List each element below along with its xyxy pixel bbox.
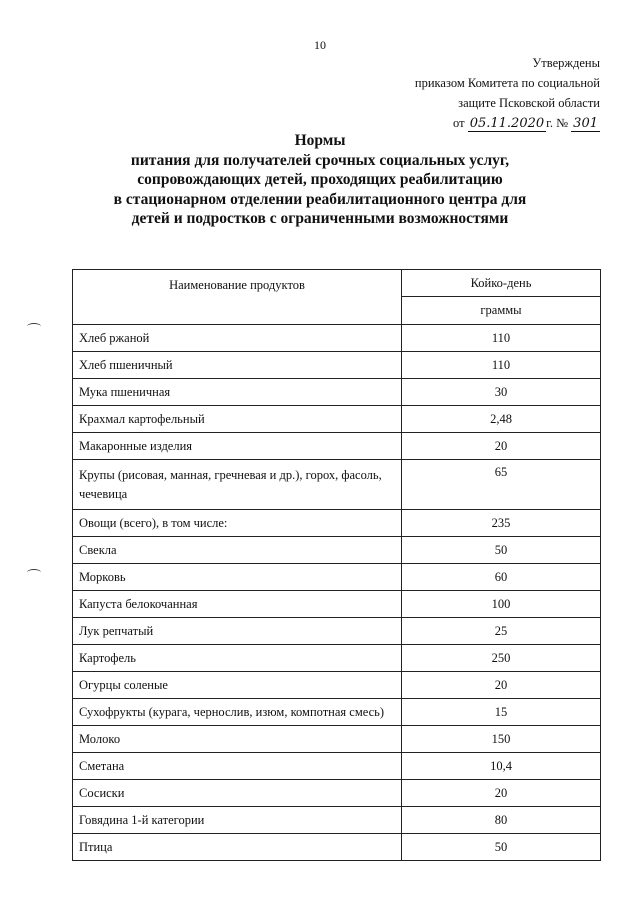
- product-grams-cell: 20: [402, 672, 601, 699]
- title-line-1: Нормы: [294, 132, 346, 149]
- approval-year-number-label: г. №: [546, 116, 569, 130]
- table-row: [73, 726, 601, 753]
- product-name-cell: Хлеб пшеничный: [73, 352, 402, 379]
- table-row: [73, 591, 601, 618]
- approval-line-approved: Утверждены: [532, 56, 600, 70]
- table-row: [73, 460, 601, 510]
- table-row: [73, 537, 601, 564]
- table-body: [73, 270, 601, 861]
- product-grams-cell: 65: [402, 460, 601, 510]
- product-grams-cell: 235: [402, 510, 601, 537]
- product-name-cell: Свекла: [73, 537, 402, 564]
- product-grams-cell: 150: [402, 726, 601, 753]
- product-name-cell: Макаронные изделия: [73, 433, 402, 460]
- margin-punch-mark: [27, 569, 41, 576]
- product-name-cell: Морковь: [73, 564, 402, 591]
- product-grams-cell: 60: [402, 564, 601, 591]
- product-grams-cell: 20: [402, 433, 601, 460]
- document-title: [0, 131, 640, 229]
- table-row: [73, 834, 601, 861]
- food-norms-table: [72, 269, 601, 861]
- title-line-4: в стационарном отделении реабилитационного центра для: [113, 190, 527, 208]
- table-row: [73, 564, 601, 591]
- product-name-cell: Хлеб ржаной: [73, 325, 402, 352]
- product-name-cell: Лук репчатый: [73, 618, 402, 645]
- approval-line-authority: защите Псковской области: [458, 96, 600, 110]
- product-grams-cell: 50: [402, 537, 601, 564]
- table-row: [73, 325, 601, 352]
- product-grams-cell: 20: [402, 780, 601, 807]
- product-grams-cell: 110: [402, 325, 601, 352]
- product-grams-cell: 100: [402, 591, 601, 618]
- product-name-cell: Крахмал картофельный: [73, 406, 402, 433]
- table-row: [73, 645, 601, 672]
- product-grams-cell: 25: [402, 618, 601, 645]
- product-name-cell: Огурцы соленые: [73, 672, 402, 699]
- page-number: 10: [314, 38, 326, 52]
- product-name-cell: Сосиски: [73, 780, 402, 807]
- approval-line-order: приказом Комитета по социальной: [414, 76, 600, 90]
- table-row: [73, 780, 601, 807]
- product-name-cell: Капуста белокочанная: [73, 591, 402, 618]
- product-grams-cell: 10,4: [402, 753, 601, 780]
- table-row: [73, 699, 601, 726]
- table-row: [73, 510, 601, 537]
- header-bed-day: Койко-день: [402, 270, 601, 297]
- product-name-cell: Картофель: [73, 645, 402, 672]
- table-row: [73, 807, 601, 834]
- product-name-cell: Молоко: [73, 726, 402, 753]
- table-row: [73, 352, 601, 379]
- table-header-row: [73, 270, 601, 297]
- table-row: [73, 379, 601, 406]
- approval-number-handwritten: 301: [573, 116, 598, 131]
- product-grams-cell: 15: [402, 699, 601, 726]
- product-grams-cell: 110: [402, 352, 601, 379]
- title-line-2: питания для получателей срочных социальных услуг,: [130, 151, 510, 169]
- product-name-cell: Сметана: [73, 753, 402, 780]
- approval-from-label: от: [453, 116, 465, 130]
- approval-stamp-block: [415, 53, 600, 134]
- product-name-cell: Крупы (рисовая, манная, гречневая и др.), горох, фасоль, чечевица: [73, 460, 402, 510]
- title-line-5: детей и подростков с ограниченными возможностями: [131, 210, 509, 227]
- product-grams-cell: 2,48: [402, 406, 601, 433]
- header-product-name: Наименование продуктов: [73, 270, 402, 325]
- product-grams-cell: 50: [402, 834, 601, 861]
- product-name-cell: Птица: [73, 834, 402, 861]
- table-row: [73, 672, 601, 699]
- margin-punch-mark: [27, 323, 41, 330]
- product-grams-cell: 250: [402, 645, 601, 672]
- product-grams-cell: 30: [402, 379, 601, 406]
- title-line-3: сопровождающих детей, проходящих реабилитацию: [137, 171, 503, 188]
- product-name-cell: Мука пшеничная: [73, 379, 402, 406]
- product-grams-cell: 80: [402, 807, 601, 834]
- product-name-cell: Сухофрукты (курага, чернослив, изюм, компотная смесь): [73, 699, 402, 726]
- approval-date-handwritten: 05.11.2020: [469, 116, 545, 131]
- table-row: [73, 753, 601, 780]
- product-name-cell: Говядина 1-й категории: [73, 807, 402, 834]
- product-name-cell: Овощи (всего), в том числе:: [73, 510, 402, 537]
- table-row: [73, 406, 601, 433]
- table-row: [73, 618, 601, 645]
- table-row: [73, 433, 601, 460]
- header-unit-grams: граммы: [402, 297, 601, 325]
